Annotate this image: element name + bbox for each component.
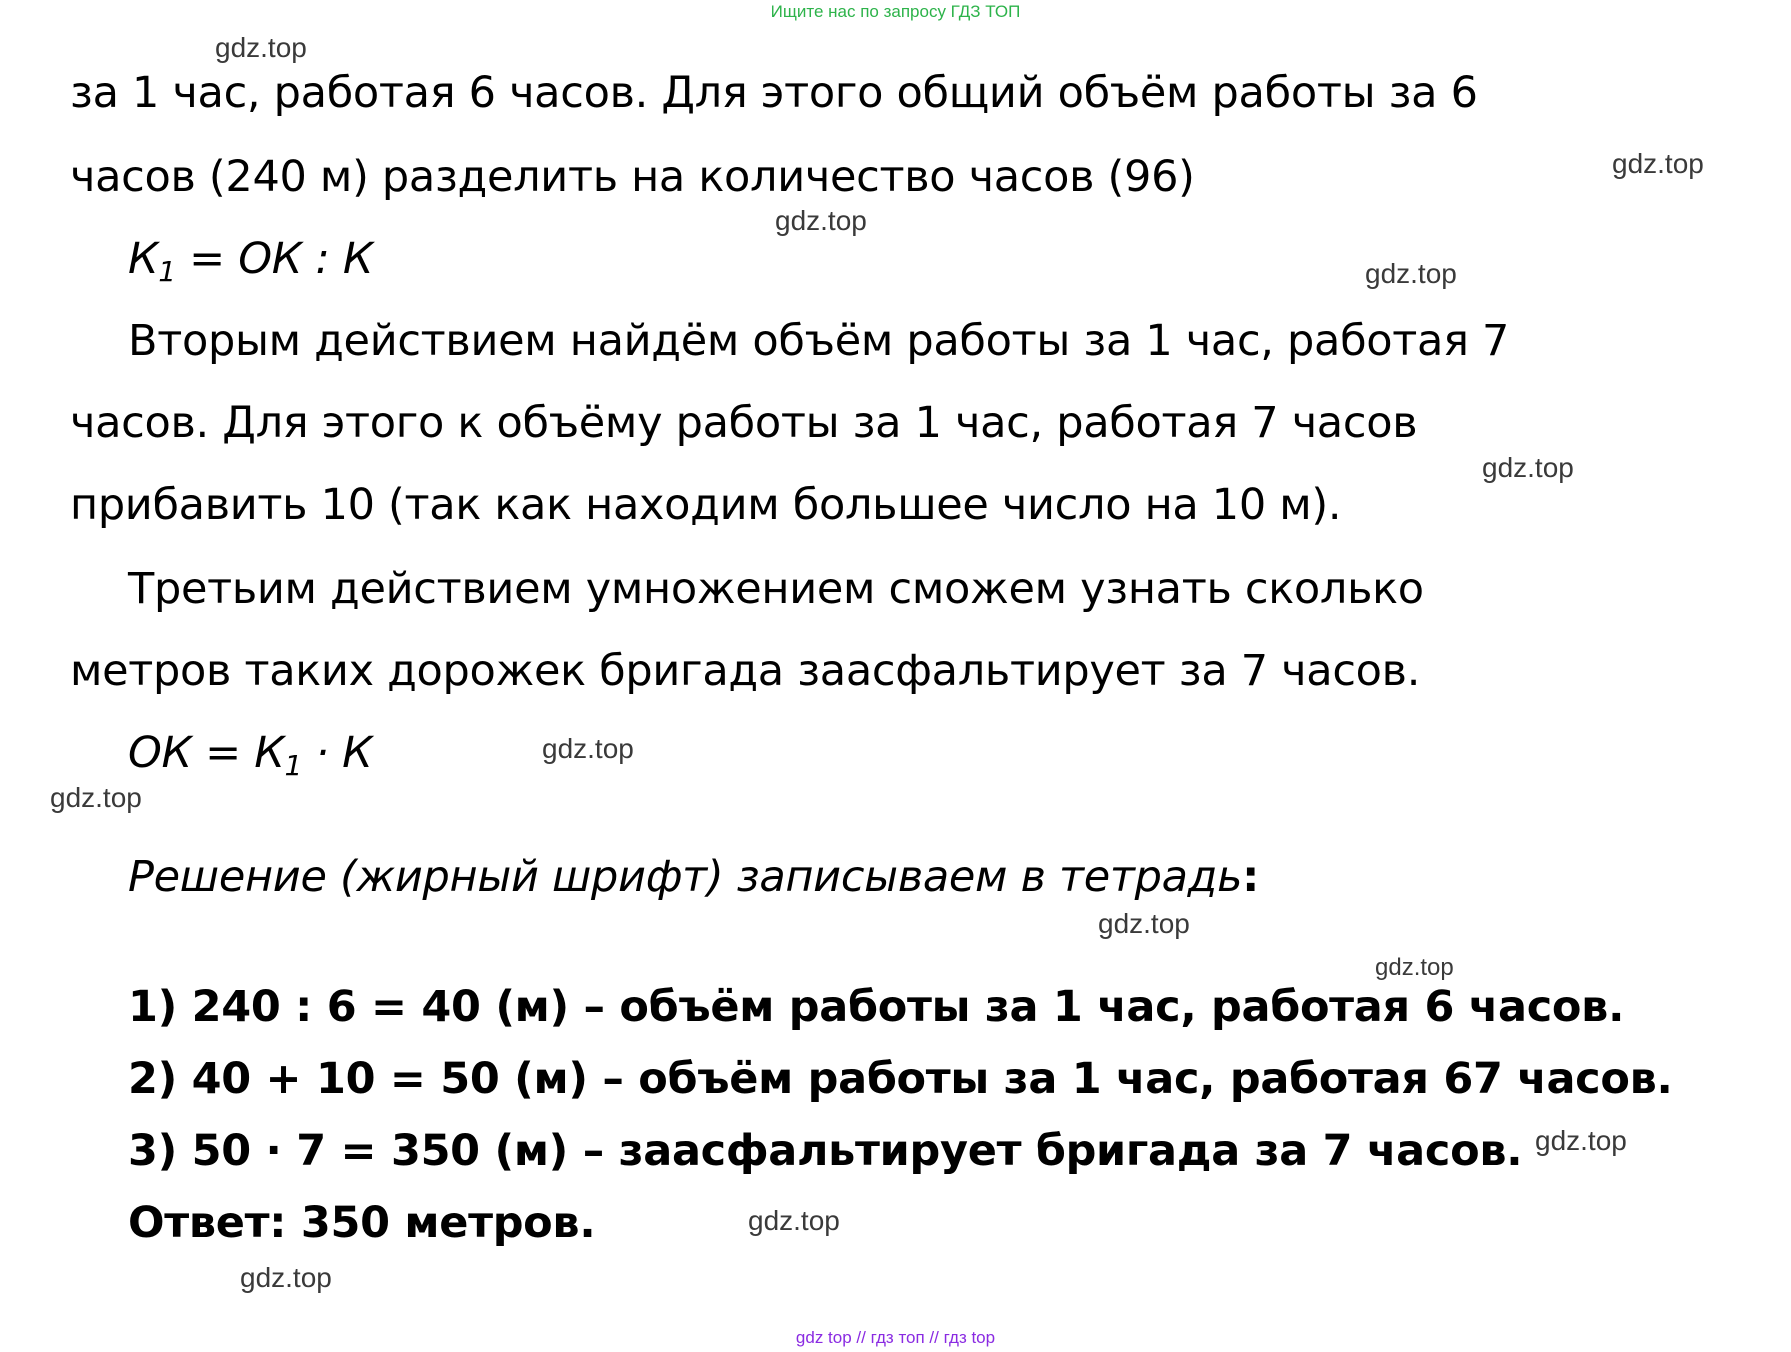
solution-step: 3) 50 · 7 = 350 (м) – заасфальтирует бригада за 7 часов. [128,1126,1523,1176]
bottom-banner[interactable]: gdz top // гдз топ // гдз top [795,1328,996,1347]
formula-k1-subscript: 1 [158,255,176,288]
paragraph-line: за 1 час, работая 6 часов. Для этого общий объём работы за 6 [70,68,1478,118]
formula-ok-subscript: 1 [284,749,302,782]
solution-heading-colon: : [1242,852,1260,902]
watermark: gdz.top [1482,452,1574,483]
paragraph-line: часов (240 м) разделить на количество часов (96) [70,152,1195,202]
solution-step: 2) 40 + 10 = 50 (м) – объём работы за 1 час, работая 67 часов. [128,1054,1673,1104]
watermark: gdz.top [50,782,142,813]
watermark: gdz.top [240,1262,332,1293]
paragraph-line: прибавить 10 (так как находим большее число на 10 м). [70,480,1342,530]
solution-heading-text: Решение (жирный шрифт) записываем в тетрадь [128,852,1243,902]
watermark: gdz.top [1535,1125,1627,1156]
formula-k1-left: К [128,234,159,284]
watermark: gdz.top [1612,148,1704,179]
solution-heading [128,852,1260,902]
watermark: gdz.top [1375,954,1454,981]
watermark: gdz.top [748,1205,840,1236]
formula-ok [128,728,373,782]
formula-k1 [128,234,374,288]
answer: Ответ: 350 метров. [128,1198,596,1248]
paragraph-line: часов. Для этого к объёму работы за 1 час, работая 7 часов [70,398,1418,448]
top-banner[interactable]: Ищите нас по запросу ГДЗ ТОП [770,2,1021,21]
watermark: gdz.top [542,733,634,764]
formula-ok-right: · К [301,728,373,778]
formula-k1-right: = ОК : К [175,234,374,284]
paragraph-line: метров таких дорожек бригада заасфальтирует за 7 часов. [70,646,1421,696]
paragraph-line: Третьим действием умножением сможем узнать сколько [128,564,1424,614]
watermark: gdz.top [775,205,867,236]
watermark: gdz.top [1365,258,1457,289]
watermark: gdz.top [215,32,307,63]
solution-step: 1) 240 : 6 = 40 (м) – объём работы за 1 час, работая 6 часов. [128,982,1625,1032]
paragraph-line: Вторым действием найдём объём работы за 1 час, работая 7 [128,316,1510,366]
formula-ok-left: ОК = К [128,728,285,778]
watermark: gdz.top [1098,908,1190,939]
